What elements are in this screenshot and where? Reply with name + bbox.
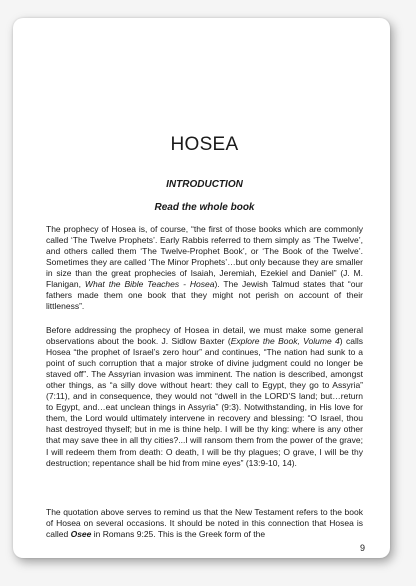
paragraph-2-text-b: ) calls Hosea “the prophet of Israel’s zero hour” and continues, “The nation had sunk to a point of such corruption that a major stroke of divine judgment could no longer be staved off”. The Assyrian invasion was imminent. The nation is described, amongst other things, as “a silly dove without heart: they call to Egypt, they go to Assyria” (7:11), and in consequence, they would not “dwell in the LORD’S land; but…return to Egypt, and…eat unclean things in Assyria” (9:3). Notwithstanding, in His love for them, the Lord would ultimately intervene in recovery and blessing: “O Israel, thou hast destroyed thyself; but in me is thine help. I will be thy king: where is any other that may save thee in all thy cities?...I will ransom them from the power of the grave; I will redeem them from death: O death, I will be thy plagues; O grave, I will be thy destruction; repentance shall be hid from mine eyes” (13:9-10, 14). [46,336,363,468]
paragraph-2 [46,325,363,469]
page-title: HOSEA [170,134,239,155]
paragraph-1 [46,224,363,312]
introduction-heading: INTRODUCTION [166,179,243,190]
paragraph-3-text-a: The quotation above serves to remind us that the New Testament refers to the book of Hosea on several occasions. It should be noted in this connection that Hosea is called [46,507,363,540]
paragraph-2-text-a: Before addressing the prophecy of Hosea in detail, we must make some general observations about the book. J. Sidlow Baxter ( [46,325,363,347]
paragraph-1-text-a: The prophecy of Hosea is, of course, “the first of those books which are commonly called ‘The Twelve Prophets’. Early Rabbis referred to them simply as ‘The Twelve’, and others called them ‘The Twelve-Prophet Book’, or ‘The Book of the Twelve’. Sometimes they are called ‘The Minor Prophets’…but only because they are smaller in size than the great prophecies of Isaiah, Jeremiah, Ezekiel and Daniel” (J. M. Flanigan, [46,224,363,290]
paragraph-1-citation: What the Bible Teaches - Hosea [84,279,215,290]
paragraph-3 [46,507,363,540]
page-number: 9 [359,543,365,553]
paragraph-2-citation: Explore the Book, Volume 4 [230,336,340,347]
paragraph-3-emphasis: Osee [70,529,92,540]
read-instruction-heading: Read the whole book [154,202,255,213]
paragraph-3-text-b: in Romans 9:25. This is the Greek form of the [91,529,266,540]
paragraph-1-text-b: ). The Jewish Talmud states that “our fathers made them one book that they might not perish on account of their littleness”. [46,279,363,312]
book-page [13,18,390,558]
